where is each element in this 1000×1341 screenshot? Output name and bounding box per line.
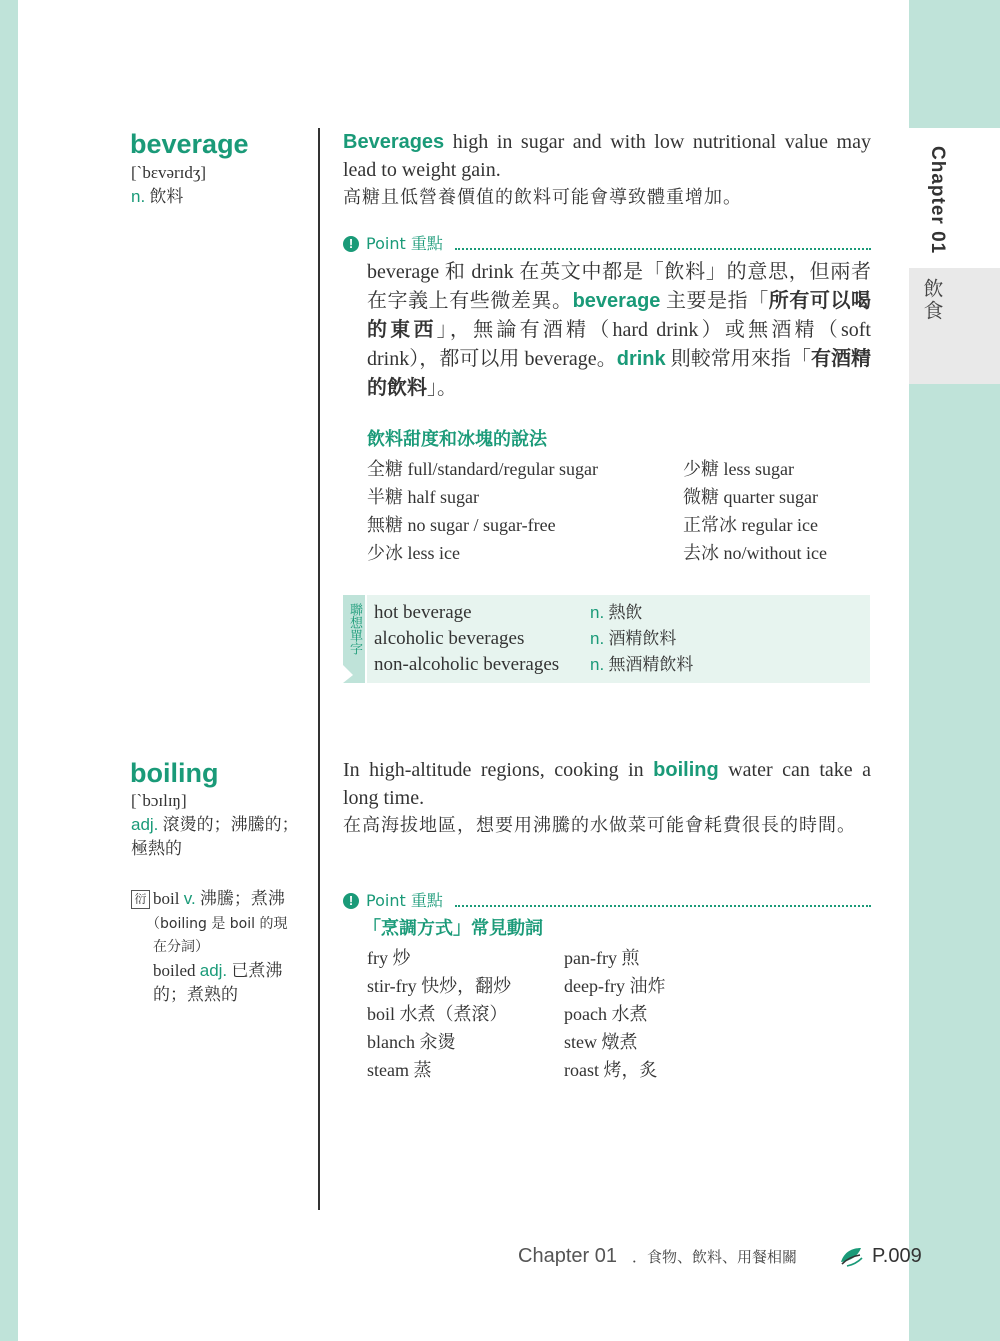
pronunciation-beverage: [ˋbɛvərɪdʒ] xyxy=(131,163,207,182)
example-keyword: boiling xyxy=(653,759,719,781)
assoc-word: hot beverage xyxy=(374,602,472,623)
derivative-note-cont: 在分詞） xyxy=(153,939,209,955)
glossary-item: 少糖 less sugar xyxy=(683,459,794,479)
meaning-text: 無酒精飲料 xyxy=(608,655,694,675)
derivative-icon: 衍 xyxy=(131,890,150,909)
side-tab-topic-label: 飲食 xyxy=(920,278,944,322)
definition-boiling-cont: 極熱的 xyxy=(131,839,182,859)
subhead-sweetness-ice: 飲料甜度和冰塊的說法 xyxy=(367,429,547,450)
cooking-verb: stir-fry 快炒，翻炒 xyxy=(367,976,512,996)
derivative-boiled xyxy=(153,959,282,983)
glossary-item: 無糖 no sugar / sugar-free xyxy=(367,515,556,535)
pos-label: adj. xyxy=(199,961,228,980)
footer-chapter: Chapter 01 xyxy=(518,1245,617,1267)
meaning-text: 飲料 xyxy=(149,187,184,207)
assoc-meaning xyxy=(590,626,676,652)
side-tab-chapter-label: Chapter 01 xyxy=(927,146,948,255)
meaning-text: 滾燙的；沸騰的； xyxy=(162,815,299,835)
assoc-word: non-alcoholic beverages xyxy=(374,654,560,675)
example-keyword: Beverages xyxy=(343,131,445,153)
cooking-verb: stew 燉煮 xyxy=(564,1032,638,1052)
point-header-2 xyxy=(343,890,871,912)
dotted-rule xyxy=(455,248,871,250)
meaning-text: 沸騰；煮沸 xyxy=(199,889,285,909)
point-label: Point 重點 xyxy=(366,891,443,910)
glossary-item: 全糖 full/standard/regular sugar xyxy=(367,459,598,479)
pronunciation-boiling: [ˋbɔɪlɪŋ] xyxy=(131,791,187,810)
dotted-rule xyxy=(455,905,871,907)
point-label: Point 重點 xyxy=(366,234,443,253)
cooking-verb: fry 炒 xyxy=(367,948,411,968)
subhead-cooking-verbs: 「烹調方式」常見動詞 xyxy=(363,918,543,939)
point-text: 主要是指「 xyxy=(660,290,769,312)
point-emphasis: 所有可以喝的東西 xyxy=(367,288,872,341)
example-zh-boiling: 在高海拔地區，想要用沸騰的水做菜可能會耗費很長的時間。 xyxy=(343,815,856,836)
example-en-boiling xyxy=(343,756,871,812)
pos-label: n. xyxy=(590,603,605,622)
deriv-word: boil xyxy=(153,889,180,908)
headword-beverage: beverage xyxy=(130,129,249,159)
meaning-text: 酒精飲料 xyxy=(608,629,677,649)
glossary-item: 去冰 no/without ice xyxy=(683,543,827,563)
point-body-beverage xyxy=(367,258,871,402)
example-text: high in sugar and with low nutritional value may lead to weight gain. xyxy=(343,131,871,181)
definition-boiling xyxy=(131,813,299,837)
example-text: In high-altitude regions, cooking in xyxy=(343,759,654,781)
pos-label: n. xyxy=(590,629,605,648)
footer-subtitle: ．食物、飲料、用餐相關 xyxy=(632,1248,798,1266)
left-margin-strip xyxy=(0,0,18,1341)
example-en-beverage xyxy=(343,128,871,184)
cooking-verb: poach 水煮 xyxy=(564,1004,648,1024)
point-emphasis: 有酒精的飲料 xyxy=(367,346,872,399)
glossary-item: 半糖 half sugar xyxy=(367,487,479,507)
exclamation-icon: ! xyxy=(343,236,359,252)
pos-label: adj. xyxy=(131,815,159,834)
example-text: water can take a long time. xyxy=(343,759,871,809)
cooking-verb: roast 烤，炙 xyxy=(564,1060,658,1080)
glossary-item: 正常冰 regular ice xyxy=(683,515,818,535)
meaning-text: 已煮沸 xyxy=(231,961,283,981)
point-keyword: drink xyxy=(616,348,666,370)
column-divider xyxy=(318,128,320,1210)
derivative-boil xyxy=(153,887,285,911)
definition-beverage xyxy=(131,185,183,209)
assoc-label: 聯想單字 xyxy=(347,603,362,655)
derivative-note: （boiling 是 boil 的現 xyxy=(146,916,288,932)
derivative-boiled-cont: 的；煮熟的 xyxy=(153,985,238,1005)
assoc-meaning xyxy=(590,652,693,678)
point-text: 則較常用來指「 xyxy=(665,348,811,370)
page-number: P.009 xyxy=(872,1245,922,1267)
cooking-verb: pan-fry 煎 xyxy=(564,948,640,968)
glossary-item: 微糖 quarter sugar xyxy=(683,487,818,507)
point-text: beverage 和 drink 在英文中都是「飲料」的意思，但兩者在字義上有些微差異。 xyxy=(367,261,871,312)
point-header-1 xyxy=(343,233,871,255)
pos-label: v. xyxy=(183,889,196,908)
cooking-verb: boil 水煮（煮滾） xyxy=(367,1004,508,1024)
pos-label: n. xyxy=(131,187,146,206)
point-keyword: beverage xyxy=(572,290,661,312)
deriv-word: boiled xyxy=(153,961,196,980)
example-zh-beverage: 高糖且低營養價值的飲料可能會導致體重增加。 xyxy=(343,187,742,208)
cooking-verb: deep-fry 油炸 xyxy=(564,976,666,996)
exclamation-icon: ! xyxy=(343,893,359,909)
point-text: 」，無論有酒精（hard drink）或無酒精（soft drink），都可以用 beverage。 xyxy=(367,319,871,370)
point-text: 」。 xyxy=(427,377,457,399)
cooking-verb: steam 蒸 xyxy=(367,1060,432,1080)
headword-boiling: boiling xyxy=(130,758,219,788)
pos-label: n. xyxy=(590,655,605,674)
assoc-word: alcoholic beverages xyxy=(374,628,525,649)
meaning-text: 熱飲 xyxy=(608,603,643,623)
glossary-item: 少冰 less ice xyxy=(367,543,460,563)
cooking-verb: blanch 汆燙 xyxy=(367,1032,456,1052)
leaf-swirl-icon xyxy=(838,1244,864,1268)
assoc-meaning xyxy=(590,600,642,626)
